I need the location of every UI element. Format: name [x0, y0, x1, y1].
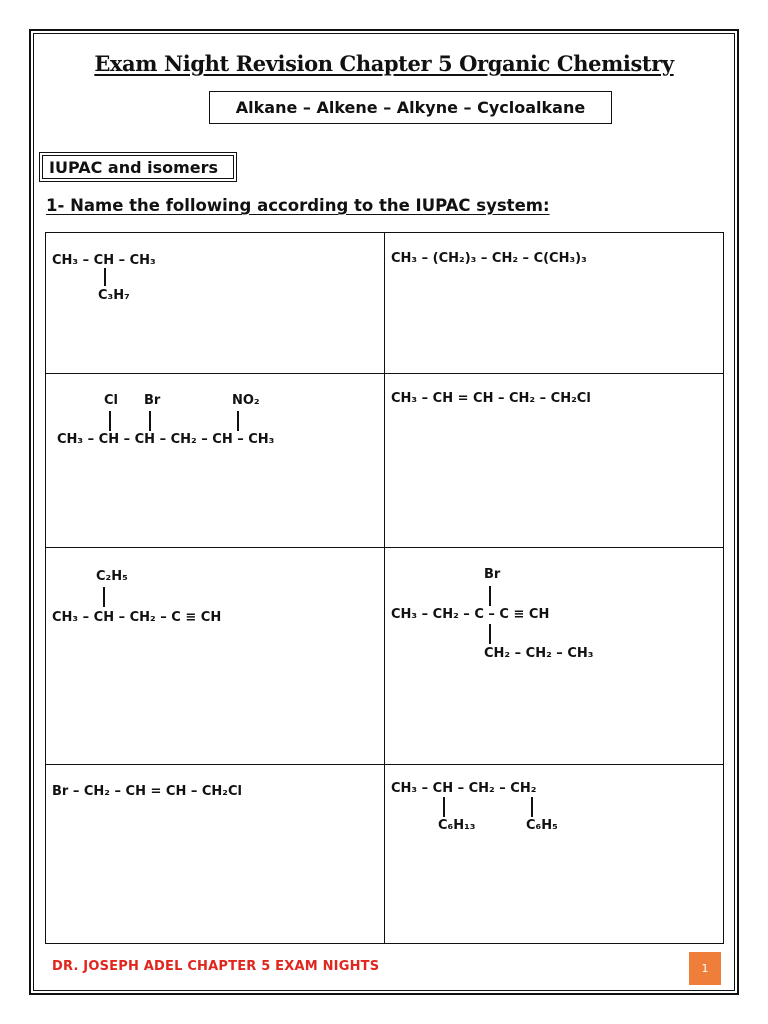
substituent-no2: NO₂: [232, 393, 260, 408]
subtitle: Alkane – Alkene – Alkyne – Cycloalkane: [235, 98, 586, 117]
subtitle-box: [209, 91, 612, 124]
formula-main: CH₃ – CH – CH₂ – CH₂: [391, 781, 537, 796]
bond-line: [489, 624, 491, 644]
grid-divider-row-1: [45, 373, 724, 374]
section-label-box: [39, 152, 237, 182]
formula-substituent-2: C₆H₅: [526, 818, 558, 833]
substituent-br: Br: [144, 393, 161, 408]
bond-line: [489, 586, 491, 606]
formula-substituent-top: Br: [484, 567, 501, 582]
page-number: 1: [701, 962, 709, 975]
formula-main: CH₃ – CH – CH₂ – C ≡ CH: [52, 610, 222, 625]
formula-main: CH₃ – CH – CH – CH₂ – CH – CH₃: [57, 432, 275, 447]
formula-main: CH₃ – CH₂ – C – C ≡ CH: [391, 607, 550, 622]
formula-main: Br – CH₂ – CH = CH – CH₂Cl: [52, 784, 242, 799]
formula-substituent: C₂H₅: [96, 569, 128, 584]
substituent-cl: Cl: [104, 393, 118, 408]
formula-main: CH₃ – CH = CH – CH₂ – CH₂Cl: [391, 391, 591, 406]
bond-line: [149, 411, 151, 431]
grid-divider-vertical: [384, 232, 385, 944]
bond-line: [103, 587, 105, 607]
page-number-badge: [689, 952, 721, 985]
section-label: IUPAC and isomers: [49, 157, 219, 177]
bond-line: [531, 797, 533, 817]
grid-divider-row-2: [45, 547, 724, 548]
bond-line: [443, 797, 445, 817]
bond-line: [109, 411, 111, 431]
bond-line: [104, 268, 106, 286]
question-heading: 1- Name the following according to the IUPAC system:: [46, 196, 550, 215]
formula-substituent-bottom: CH₂ – CH₂ – CH₃: [484, 646, 594, 661]
grid-divider-row-3: [45, 764, 724, 765]
formula-substituent: C₃H₇: [98, 288, 130, 303]
page-title: Exam Night Revision Chapter 5 Organic Chemistry: [94, 51, 674, 76]
formula-main: CH₃ – (CH₂)₃ – CH₂ – C(CH₃)₃: [391, 251, 587, 266]
footer-text: DR. JOSEPH ADEL CHAPTER 5 EXAM NIGHTS: [52, 959, 380, 974]
formula-substituent-1: C₆H₁₃: [438, 818, 476, 833]
formula-main: CH₃ – CH – CH₃: [52, 253, 156, 268]
bond-line: [237, 411, 239, 431]
